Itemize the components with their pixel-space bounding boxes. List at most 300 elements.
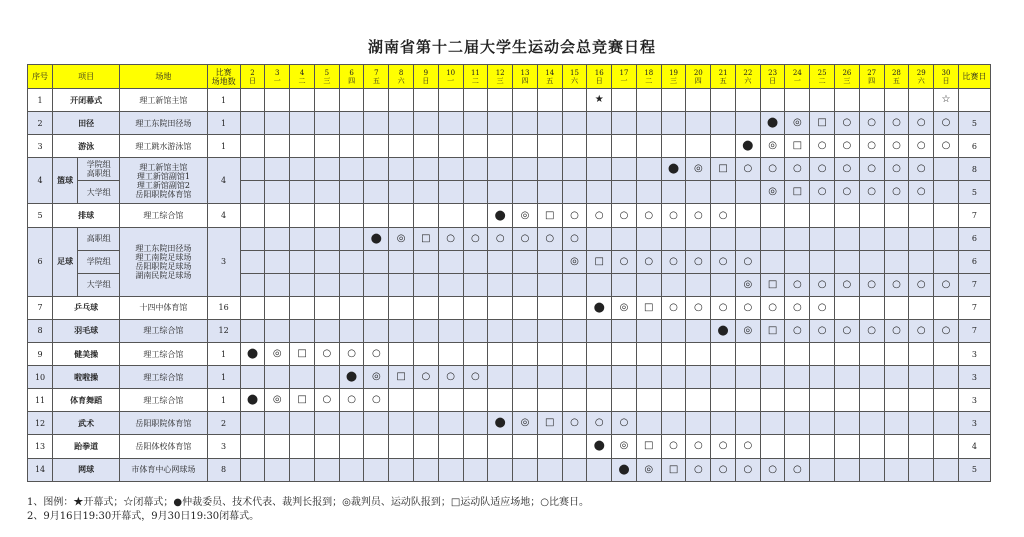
schedule-symbol: ○ xyxy=(941,278,951,290)
schedule-cell xyxy=(364,435,389,458)
footnote-ceremony: 2、9月16日19:30开幕式，9月30日19:30闭幕式。 xyxy=(27,511,260,522)
schedule-cell xyxy=(240,319,265,342)
schedule-symbol: ○ xyxy=(322,394,332,406)
day-weekday: 四 xyxy=(348,76,356,85)
schedule-cell xyxy=(314,135,339,158)
schedule-cell xyxy=(389,296,414,319)
schedule-cell xyxy=(562,435,587,458)
schedule-cell xyxy=(290,458,315,481)
schedule-cell xyxy=(364,250,389,273)
schedule-symbol: □ xyxy=(297,394,307,406)
venue-name: 理工综合馆 xyxy=(120,204,207,227)
schedule-cell xyxy=(884,181,909,204)
row-number: 14 xyxy=(28,458,53,481)
day-header xyxy=(884,65,909,89)
event-name: 篮球 xyxy=(53,158,78,204)
schedule-symbol: □ xyxy=(718,163,728,175)
row-number: 5 xyxy=(28,204,53,227)
schedule-cell xyxy=(909,458,934,481)
day-weekday: 五 xyxy=(892,76,900,85)
schedule-cell xyxy=(463,204,488,227)
schedule-cell xyxy=(562,296,587,319)
venue-name xyxy=(120,227,207,296)
schedule-cell xyxy=(537,389,562,412)
schedule-cell xyxy=(711,319,736,342)
schedule-cell xyxy=(711,158,736,181)
table-row xyxy=(28,112,991,135)
schedule-symbol: ● xyxy=(766,115,779,131)
schedule-cell xyxy=(909,181,934,204)
schedule-cell xyxy=(636,273,661,296)
schedule-symbol: □ xyxy=(421,232,431,244)
schedule-symbol: ○ xyxy=(718,209,728,221)
schedule-cell xyxy=(735,458,760,481)
venue-count: 1 xyxy=(207,366,240,389)
schedule-symbol: □ xyxy=(792,186,803,198)
schedule-cell xyxy=(636,158,661,181)
schedule-cell xyxy=(240,389,265,412)
schedule-symbol: ◎ xyxy=(619,440,629,452)
day-number: 9 xyxy=(423,68,429,77)
schedule-cell xyxy=(785,319,810,342)
schedule-cell xyxy=(711,458,736,481)
day-header xyxy=(661,65,686,89)
schedule-cell xyxy=(636,458,661,481)
match-days: 5 xyxy=(958,181,990,204)
schedule-symbol: ◎ xyxy=(743,324,753,336)
day-number: 26 xyxy=(842,68,852,77)
schedule-cell xyxy=(562,158,587,181)
schedule-cell xyxy=(884,135,909,158)
schedule-cell xyxy=(438,458,463,481)
schedule-cell xyxy=(414,458,439,481)
table-row xyxy=(28,389,991,412)
schedule-cell xyxy=(810,319,835,342)
schedule-cell xyxy=(735,296,760,319)
schedule-cell xyxy=(884,435,909,458)
schedule-cell xyxy=(884,366,909,389)
day-weekday: 一 xyxy=(273,76,281,85)
schedule-cell xyxy=(661,89,686,112)
schedule-cell xyxy=(463,227,488,250)
page-title: 湖南省第十二届大学生运动会总竞赛日程 xyxy=(367,38,656,56)
schedule-cell xyxy=(587,204,612,227)
schedule-cell xyxy=(463,89,488,112)
header-matchdays: 比赛日 xyxy=(958,65,990,89)
schedule-cell xyxy=(240,435,265,458)
schedule-cell xyxy=(735,366,760,389)
schedule-cell xyxy=(859,135,884,158)
match-days: 6 xyxy=(958,135,990,158)
schedule-cell xyxy=(810,389,835,412)
schedule-symbol: ○ xyxy=(545,232,555,244)
schedule-cell xyxy=(884,412,909,435)
day-header xyxy=(463,65,488,89)
schedule-cell xyxy=(513,458,538,481)
schedule-cell xyxy=(934,250,959,273)
schedule-symbol: ○ xyxy=(471,232,480,244)
group-label xyxy=(78,273,120,296)
schedule-table xyxy=(27,64,991,482)
schedule-cell xyxy=(364,158,389,181)
schedule-cell xyxy=(686,112,711,135)
schedule-symbol: ● xyxy=(345,369,358,385)
venue-name: 理工新馆主馆 xyxy=(120,89,207,112)
schedule-cell xyxy=(909,389,934,412)
schedule-cell xyxy=(513,366,538,389)
schedule-cell xyxy=(810,296,835,319)
schedule-symbol: □ xyxy=(544,417,555,429)
schedule-symbol: ◎ xyxy=(272,394,282,406)
schedule-cell xyxy=(909,135,934,158)
schedule-cell xyxy=(760,319,785,342)
venue-line: 理工新馆副馆1 xyxy=(136,171,190,181)
schedule-cell xyxy=(339,296,364,319)
schedule-cell xyxy=(835,273,860,296)
schedule-cell xyxy=(909,158,934,181)
schedule-symbol: ● xyxy=(246,392,259,408)
schedule-cell xyxy=(240,181,265,204)
schedule-symbol: ○ xyxy=(892,186,901,198)
schedule-cell xyxy=(636,343,661,366)
schedule-cell xyxy=(562,227,587,250)
schedule-cell xyxy=(265,112,290,135)
schedule-symbol: ○ xyxy=(619,255,629,267)
schedule-cell xyxy=(414,250,439,273)
schedule-cell xyxy=(636,319,661,342)
schedule-cell xyxy=(587,112,612,135)
schedule-cell xyxy=(513,227,538,250)
day-number: 23 xyxy=(768,68,778,77)
schedule-cell xyxy=(661,412,686,435)
venue-line: 湖南民院足球场 xyxy=(135,270,192,280)
group-label xyxy=(78,250,120,273)
schedule-cell xyxy=(389,250,414,273)
schedule-symbol: ○ xyxy=(693,440,703,452)
event-name: 跆拳道 xyxy=(53,435,120,458)
schedule-symbol: ○ xyxy=(916,324,926,336)
venue-name: 理工综合馆 xyxy=(120,319,207,342)
schedule-cell xyxy=(513,412,538,435)
schedule-cell xyxy=(859,435,884,458)
schedule-symbol: ◎ xyxy=(520,417,530,429)
schedule-symbol: ○ xyxy=(644,255,654,267)
group-label-line: 学院组 xyxy=(86,257,111,267)
schedule-symbol: ◎ xyxy=(619,301,629,313)
schedule-cell xyxy=(735,343,760,366)
schedule-cell xyxy=(835,135,860,158)
schedule-cell xyxy=(339,89,364,112)
schedule-cell xyxy=(339,181,364,204)
group-label xyxy=(78,181,120,204)
venue-name: 理工东院田径场 xyxy=(120,112,207,135)
schedule-cell xyxy=(859,181,884,204)
schedule-cell xyxy=(711,366,736,389)
schedule-cell xyxy=(438,296,463,319)
schedule-cell xyxy=(810,89,835,112)
day-weekday: 日 xyxy=(422,76,430,85)
schedule-cell xyxy=(686,89,711,112)
schedule-cell xyxy=(587,227,612,250)
day-number: 2 xyxy=(250,68,255,77)
schedule-cell xyxy=(537,112,562,135)
match-days: 7 xyxy=(958,204,990,227)
schedule-cell xyxy=(810,273,835,296)
day-number: 6 xyxy=(349,68,354,77)
schedule-cell xyxy=(562,135,587,158)
schedule-cell xyxy=(339,319,364,342)
day-weekday: 日 xyxy=(942,76,950,85)
schedule-cell xyxy=(686,389,711,412)
schedule-cell xyxy=(934,435,959,458)
schedule-cell xyxy=(686,135,711,158)
schedule-cell xyxy=(537,204,562,227)
schedule-cell xyxy=(612,319,637,342)
schedule-cell xyxy=(735,435,760,458)
venue-name: 岳阳体校体育馆 xyxy=(120,435,207,458)
schedule-cell xyxy=(711,227,736,250)
schedule-symbol: ○ xyxy=(842,278,852,290)
schedule-cell xyxy=(760,343,785,366)
schedule-cell xyxy=(909,204,934,227)
group-label-line: 大学组 xyxy=(86,280,111,290)
schedule-cell xyxy=(562,366,587,389)
schedule-cell xyxy=(463,343,488,366)
day-number: 24 xyxy=(792,68,802,77)
schedule-cell xyxy=(636,366,661,389)
schedule-cell xyxy=(265,366,290,389)
schedule-cell xyxy=(240,412,265,435)
schedule-cell xyxy=(835,250,860,273)
schedule-symbol: ● xyxy=(494,415,506,431)
schedule-cell xyxy=(513,89,538,112)
schedule-cell xyxy=(488,181,513,204)
schedule-cell xyxy=(513,135,538,158)
day-header xyxy=(265,65,290,89)
schedule-cell xyxy=(537,250,562,273)
day-number: 7 xyxy=(374,68,379,77)
schedule-symbol: ○ xyxy=(817,278,827,290)
schedule-cell xyxy=(314,435,339,458)
schedule-symbol: ◎ xyxy=(272,348,282,360)
schedule-symbol: ○ xyxy=(793,324,802,336)
schedule-cell xyxy=(760,389,785,412)
schedule-cell xyxy=(810,135,835,158)
schedule-symbol: □ xyxy=(792,140,803,152)
schedule-cell xyxy=(488,435,513,458)
schedule-cell xyxy=(314,273,339,296)
schedule-cell xyxy=(612,181,637,204)
schedule-cell xyxy=(290,158,315,181)
table-row xyxy=(28,366,991,389)
schedule-cell xyxy=(636,412,661,435)
schedule-symbol: □ xyxy=(817,117,827,129)
schedule-cell xyxy=(339,366,364,389)
schedule-cell xyxy=(463,250,488,273)
day-header xyxy=(314,65,339,89)
schedule-cell xyxy=(240,227,265,250)
schedule-cell xyxy=(537,366,562,389)
schedule-symbol: ○ xyxy=(570,209,579,221)
schedule-cell xyxy=(661,458,686,481)
schedule-symbol: ○ xyxy=(693,301,703,313)
schedule-cell xyxy=(438,135,463,158)
schedule-cell xyxy=(314,296,339,319)
schedule-cell xyxy=(240,273,265,296)
day-header xyxy=(686,65,711,89)
schedule-symbol: ● xyxy=(742,138,754,154)
schedule-cell xyxy=(290,89,315,112)
schedule-cell xyxy=(661,135,686,158)
table-row xyxy=(28,435,991,458)
day-number: 30 xyxy=(941,68,951,77)
schedule-cell xyxy=(636,389,661,412)
schedule-cell xyxy=(711,89,736,112)
schedule-cell xyxy=(389,204,414,227)
event-name: 乒乓球 xyxy=(53,296,120,319)
schedule-cell xyxy=(290,412,315,435)
schedule-cell xyxy=(859,319,884,342)
schedule-cell xyxy=(587,366,612,389)
schedule-symbol: ★ xyxy=(594,94,604,106)
schedule-cell xyxy=(760,89,785,112)
schedule-cell xyxy=(414,389,439,412)
schedule-symbol: ○ xyxy=(619,209,629,221)
venue-name: 理工综合馆 xyxy=(120,343,207,366)
schedule-cell xyxy=(364,227,389,250)
schedule-cell xyxy=(785,89,810,112)
schedule-symbol: ○ xyxy=(916,140,926,152)
schedule-symbol: ○ xyxy=(842,186,852,198)
schedule-symbol: ○ xyxy=(743,440,753,452)
day-header xyxy=(339,65,364,89)
schedule-cell xyxy=(711,250,736,273)
schedule-cell xyxy=(859,89,884,112)
day-header xyxy=(711,65,736,89)
schedule-cell xyxy=(785,181,810,204)
schedule-cell xyxy=(414,319,439,342)
schedule-cell xyxy=(859,458,884,481)
schedule-symbol: ○ xyxy=(347,348,356,360)
schedule-cell xyxy=(463,458,488,481)
schedule-cell xyxy=(438,319,463,342)
schedule-cell xyxy=(909,227,934,250)
match-days: 7 xyxy=(958,319,990,342)
schedule-symbol: ○ xyxy=(941,324,951,336)
schedule-cell xyxy=(488,273,513,296)
venue-count: 1 xyxy=(207,89,240,112)
match-days xyxy=(958,89,990,112)
schedule-cell xyxy=(735,135,760,158)
venue-line: 理工南院足球场 xyxy=(135,252,192,262)
schedule-cell xyxy=(463,158,488,181)
match-days: 5 xyxy=(958,112,990,135)
schedule-cell xyxy=(290,273,315,296)
schedule-cell xyxy=(463,112,488,135)
venue-name xyxy=(120,158,207,204)
schedule-symbol: ○ xyxy=(644,209,654,221)
schedule-cell xyxy=(339,343,364,366)
schedule-symbol: ○ xyxy=(916,163,926,175)
schedule-symbol: ● xyxy=(593,299,605,315)
schedule-symbol: ○ xyxy=(371,348,381,360)
schedule-cell xyxy=(909,89,934,112)
schedule-cell xyxy=(389,135,414,158)
venue-line: 理工东院田径场 xyxy=(135,243,192,253)
schedule-symbol: ○ xyxy=(669,255,678,267)
schedule-symbol: ○ xyxy=(322,348,332,360)
schedule-symbol: ○ xyxy=(867,140,877,152)
schedule-symbol: ○ xyxy=(371,394,381,406)
schedule-cell xyxy=(240,366,265,389)
schedule-symbol: ◎ xyxy=(520,209,530,221)
schedule-cell xyxy=(661,227,686,250)
schedule-symbol: ○ xyxy=(743,463,753,475)
schedule-symbol: ● xyxy=(618,461,630,477)
schedule-cell xyxy=(562,181,587,204)
schedule-cell xyxy=(290,112,315,135)
schedule-cell xyxy=(290,181,315,204)
schedule-cell xyxy=(339,458,364,481)
venue-name: 岳阳职院体育馆 xyxy=(120,412,207,435)
schedule-cell xyxy=(612,343,637,366)
schedule-cell xyxy=(785,389,810,412)
schedule-cell xyxy=(414,273,439,296)
schedule-cell xyxy=(884,458,909,481)
schedule-symbol: ○ xyxy=(743,255,753,267)
schedule-cell xyxy=(265,389,290,412)
schedule-cell xyxy=(934,181,959,204)
schedule-cell xyxy=(934,227,959,250)
schedule-symbol: ○ xyxy=(817,163,827,175)
schedule-symbol: ○ xyxy=(520,232,530,244)
schedule-cell xyxy=(760,296,785,319)
schedule-cell xyxy=(884,204,909,227)
schedule-symbol: □ xyxy=(594,255,604,267)
schedule-cell xyxy=(785,296,810,319)
venue-line: 理工新馆副馆2 xyxy=(136,180,190,190)
day-header xyxy=(810,65,835,89)
day-weekday: 二 xyxy=(645,76,653,85)
schedule-cell xyxy=(810,204,835,227)
schedule-cell xyxy=(859,366,884,389)
schedule-cell xyxy=(636,181,661,204)
schedule-cell xyxy=(785,412,810,435)
schedule-cell xyxy=(587,89,612,112)
header-count-line2: 场地数 xyxy=(211,76,236,86)
schedule-cell xyxy=(488,204,513,227)
schedule-symbol: ○ xyxy=(867,186,877,198)
event-name: 羽毛球 xyxy=(53,319,120,342)
schedule-cell xyxy=(537,273,562,296)
schedule-cell xyxy=(339,389,364,412)
schedule-symbol: ○ xyxy=(817,324,827,336)
schedule-cell xyxy=(488,158,513,181)
day-weekday: 二 xyxy=(471,76,479,85)
schedule-cell xyxy=(314,250,339,273)
day-header xyxy=(438,65,463,89)
schedule-cell xyxy=(463,135,488,158)
schedule-cell xyxy=(314,204,339,227)
day-header xyxy=(240,65,265,89)
schedule-cell xyxy=(934,389,959,412)
schedule-symbol: ◎ xyxy=(743,278,753,290)
day-weekday: 一 xyxy=(620,76,628,85)
schedule-symbol: ○ xyxy=(594,209,604,221)
schedule-symbol: ● xyxy=(370,230,383,246)
venue-name: 市体育中心网球场 xyxy=(120,458,207,481)
schedule-cell xyxy=(537,319,562,342)
